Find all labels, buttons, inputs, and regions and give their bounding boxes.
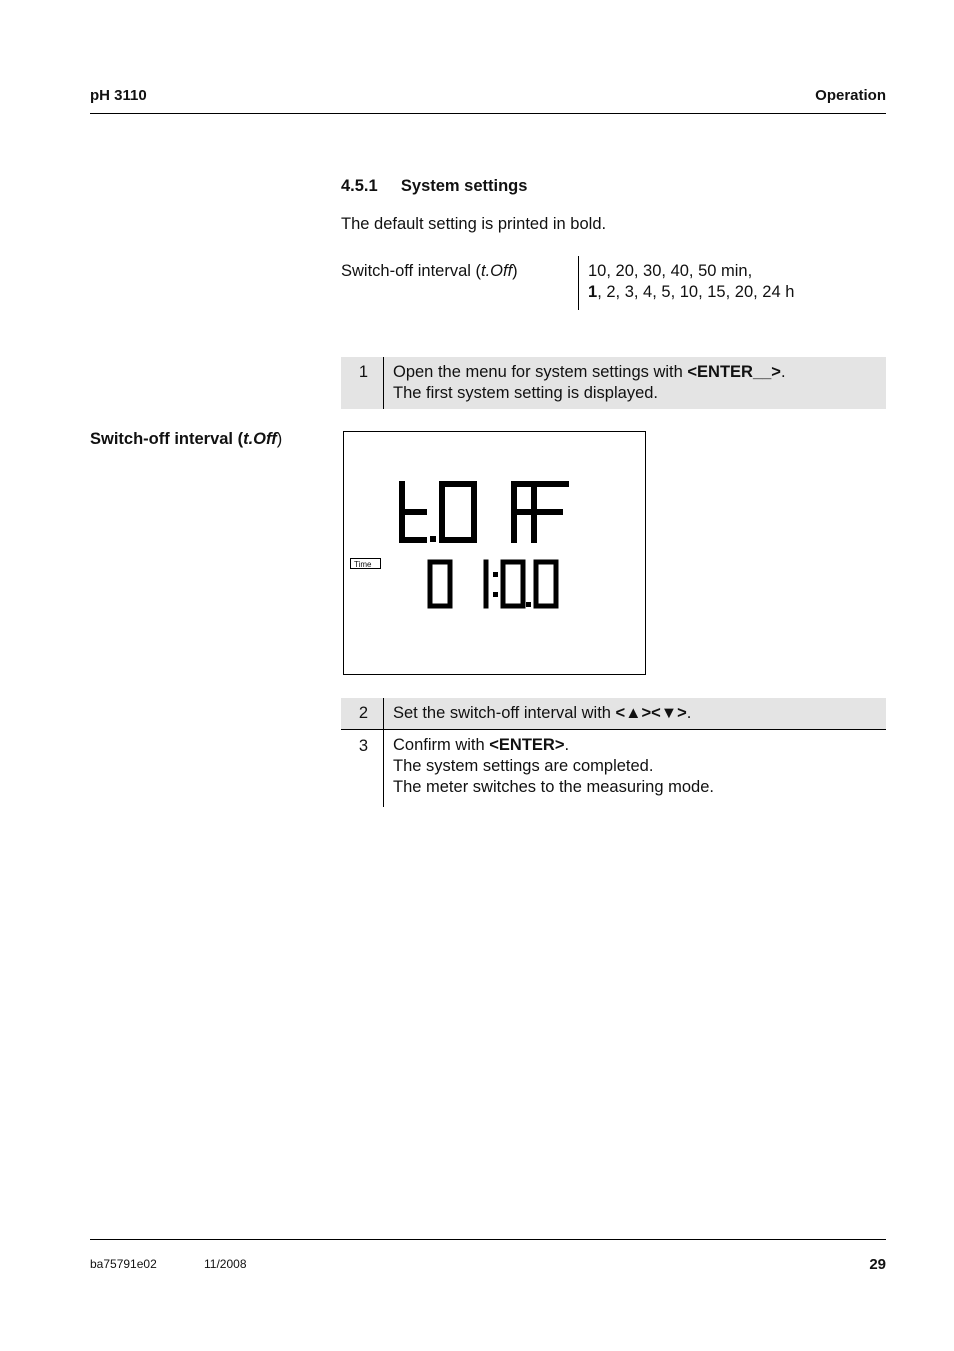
step-table-2 <box>341 698 886 807</box>
seg-digit-0 <box>430 562 450 606</box>
section-title: System settings <box>400 177 528 195</box>
header-section: Operation <box>815 87 886 104</box>
seg-colon-bottom <box>493 592 498 597</box>
seg-decimal <box>526 602 531 607</box>
step-number: 1 <box>341 357 384 409</box>
step-row-1 <box>341 357 886 409</box>
step-text: Open the menu for system settings with <ENTER__>. The first system setting is displayed. <box>393 363 786 402</box>
settings-divider <box>578 256 579 310</box>
section-number: 4.5.1 <box>341 177 378 195</box>
step-number: 3 <box>341 730 384 807</box>
step-text: Set the switch-off interval with <▲><▼>. <box>393 704 692 722</box>
header-product: pH 3110 <box>90 87 147 104</box>
seg-dot <box>430 536 436 542</box>
lcd-line1-digits <box>402 484 566 542</box>
header-rule <box>90 113 886 114</box>
seg-char-o <box>442 484 474 540</box>
seg-digit-0c <box>536 562 556 606</box>
seg-digit-0b <box>503 562 523 606</box>
footer-rule <box>90 1239 886 1240</box>
step-number: 2 <box>341 698 384 729</box>
step-row-2 <box>341 698 886 729</box>
default-value: 1 <box>588 283 598 301</box>
side-heading-code: t.Off <box>243 430 277 448</box>
time-indicator: Time <box>350 558 381 569</box>
section-heading <box>341 177 527 196</box>
lcd-display <box>343 431 646 675</box>
settings-code: t.Off <box>481 262 513 280</box>
enter-key-label: <ENTER__> <box>687 363 781 381</box>
lcd-line2-digits <box>430 562 556 607</box>
lcd-segments <box>344 432 645 674</box>
page-number: 29 <box>869 1256 886 1273</box>
footer-date: 11/2008 <box>204 1257 247 1271</box>
settings-label: Switch-off interval (t.Off) <box>341 262 518 280</box>
seg-char-f2 <box>534 484 566 540</box>
footer-doc-id: ba75791e02 <box>90 1257 157 1271</box>
side-heading: Switch-off interval (t.Off) <box>90 430 283 448</box>
settings-values <box>588 261 794 303</box>
settings-values-line1: 10, 20, 30, 40, 50 min, <box>588 262 753 280</box>
section-intro: The default setting is printed in bold. <box>341 215 607 233</box>
step-row-3 <box>341 730 886 807</box>
settings-values-line2: 1, 2, 3, 4, 5, 10, 15, 20, 24 h <box>588 283 795 301</box>
seg-char-t <box>402 484 424 540</box>
enter-key-label: <ENTER> <box>489 736 565 754</box>
step-table-1 <box>341 357 886 409</box>
arrow-keys-label: <▲><▼> <box>615 704 687 722</box>
seg-colon-top <box>493 572 498 577</box>
step-text: Confirm with <ENTER>. The system settings are completed. The meter switches to the measuring mode. <box>393 736 714 796</box>
